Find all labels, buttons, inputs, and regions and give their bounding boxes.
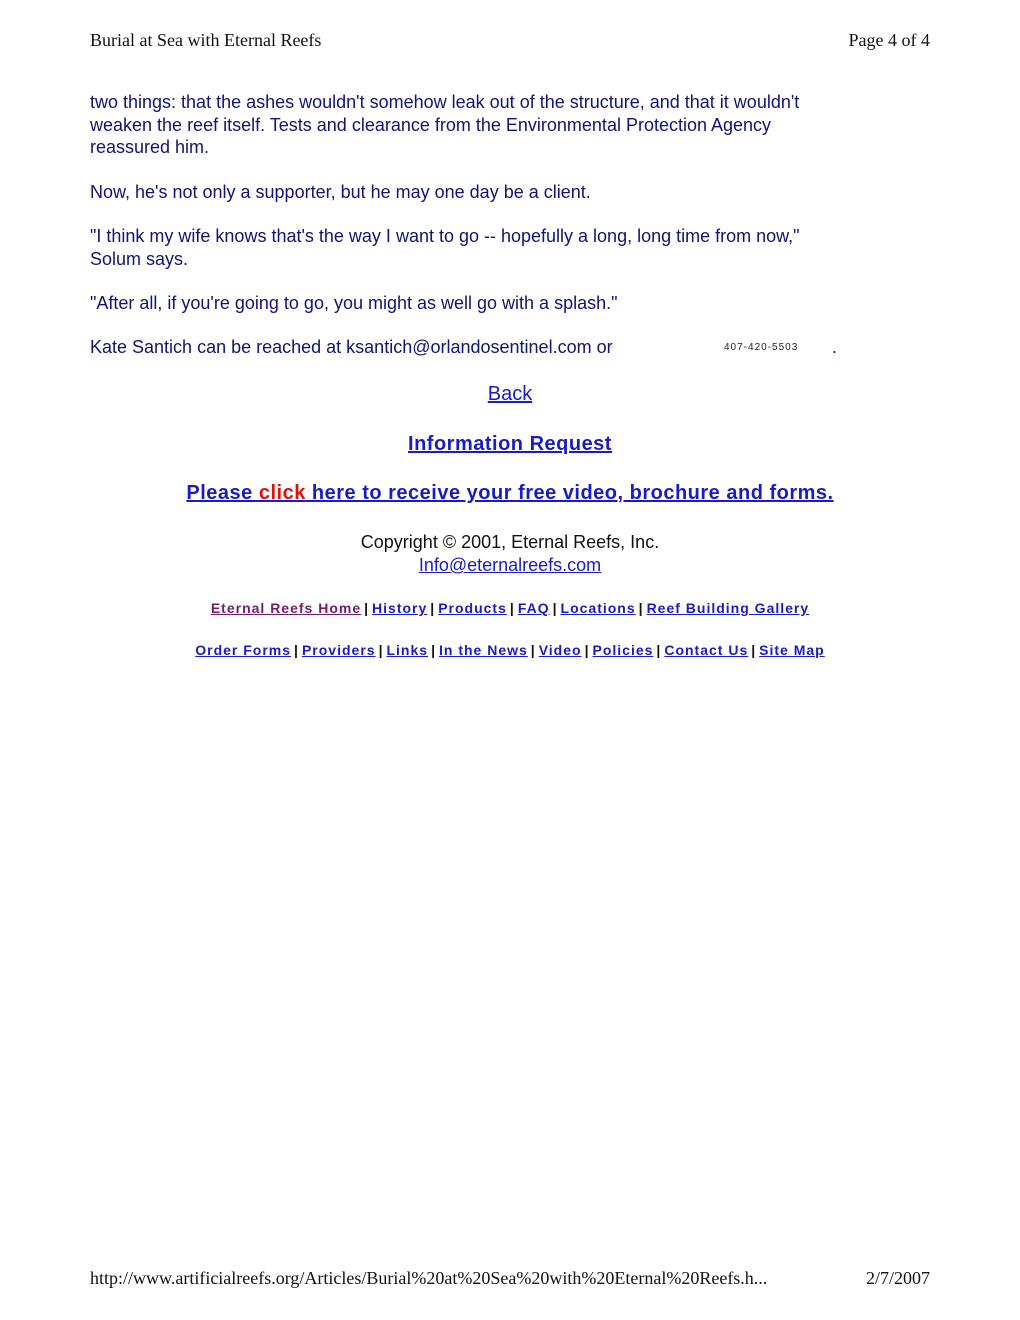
information-request-row <box>0 433 1020 456</box>
nav-link-faq[interactable]: FAQ <box>517 600 550 616</box>
author-contact-line <box>90 337 850 361</box>
nav-separator: | <box>431 642 436 658</box>
author-contact-text: Kate Santich can be reached at ksantich@orlandosentinel.com or <box>90 337 613 357</box>
free-video-suffix: here to receive your free video, brochure and forms. <box>305 482 834 504</box>
nav-link-in-the-news[interactable]: In the News <box>438 642 528 658</box>
article-body <box>90 91 830 337</box>
nav-separator: | <box>751 642 757 658</box>
nav-separator: | <box>656 642 662 658</box>
nav-link-order-forms[interactable]: Order Forms <box>195 642 292 658</box>
free-video-prefix: Please <box>186 482 259 504</box>
nav-separator: | <box>294 642 299 658</box>
print-header <box>90 30 930 54</box>
print-header-page-number: Page 4 of 4 <box>848 30 930 50</box>
free-video-row <box>0 482 1020 505</box>
click-highlight: click <box>258 482 306 504</box>
contact-period: . <box>832 337 838 357</box>
footer-nav-row-2 <box>0 642 1020 658</box>
nav-link-contact-us[interactable]: Contact Us <box>664 642 749 658</box>
footer-nav-row-1 <box>0 600 1020 616</box>
nav-link-site-map[interactable]: Site Map <box>759 642 825 658</box>
article-paragraph: "After all, if you're going to go, you might as well go with a splash." <box>90 293 618 313</box>
nav-separator: | <box>530 642 536 658</box>
article-paragraph: Now, he's not only a supporter, but he may one day be a client. <box>90 181 591 202</box>
nav-link-links[interactable]: Links <box>386 642 429 658</box>
email-link[interactable]: Info@eternalreefs.com <box>418 555 602 575</box>
nav-link-products[interactable]: Products <box>438 600 507 616</box>
print-footer-date: 2/7/2007 <box>865 1268 930 1288</box>
print-footer <box>90 1268 930 1292</box>
information-request-link[interactable]: Information Request <box>408 433 612 455</box>
nav-separator: | <box>378 642 384 658</box>
nav-link-reef-building-gallery[interactable]: Reef Building Gallery <box>646 600 810 616</box>
nav-separator: | <box>638 600 644 616</box>
free-video-link[interactable] <box>186 482 833 504</box>
article-paragraph: two things: that the ashes wouldn't somehow leak out of the structure, and that it wouldn't weaken the reef itself. Tests and clearance from the Environmental Protection Agency reassured him. <box>90 92 800 157</box>
nav-separator: | <box>364 600 370 616</box>
back-link[interactable]: Back <box>487 383 533 405</box>
nav-link-video[interactable]: Video <box>538 642 582 658</box>
nav-link-home[interactable]: Eternal Reefs Home <box>210 600 362 616</box>
nav-link-providers[interactable]: Providers <box>301 642 376 658</box>
copyright-block <box>0 531 1020 577</box>
copyright-text: Copyright © 2001, Eternal Reefs, Inc. <box>360 532 660 552</box>
print-footer-url: http://www.artificialreefs.org/Articles/Burial%20at%20Sea%20with%20Eternal%20Reefs.h... <box>90 1268 768 1288</box>
nav-link-locations[interactable]: Locations <box>560 600 636 616</box>
nav-separator: | <box>509 600 515 616</box>
nav-separator: | <box>552 600 558 616</box>
print-header-title: Burial at Sea with Eternal Reefs <box>90 30 322 50</box>
nav-link-history[interactable]: History <box>372 600 428 616</box>
nav-link-policies[interactable]: Policies <box>592 642 654 658</box>
nav-separator: | <box>584 642 590 658</box>
article-paragraph: "I think my wife knows that's the way I want to go -- hopefully a long, long time from now," Solum says. <box>90 226 800 269</box>
nav-separator: | <box>430 600 436 616</box>
phone-number: 407-420-5503 <box>724 342 799 353</box>
back-row <box>0 383 1020 406</box>
